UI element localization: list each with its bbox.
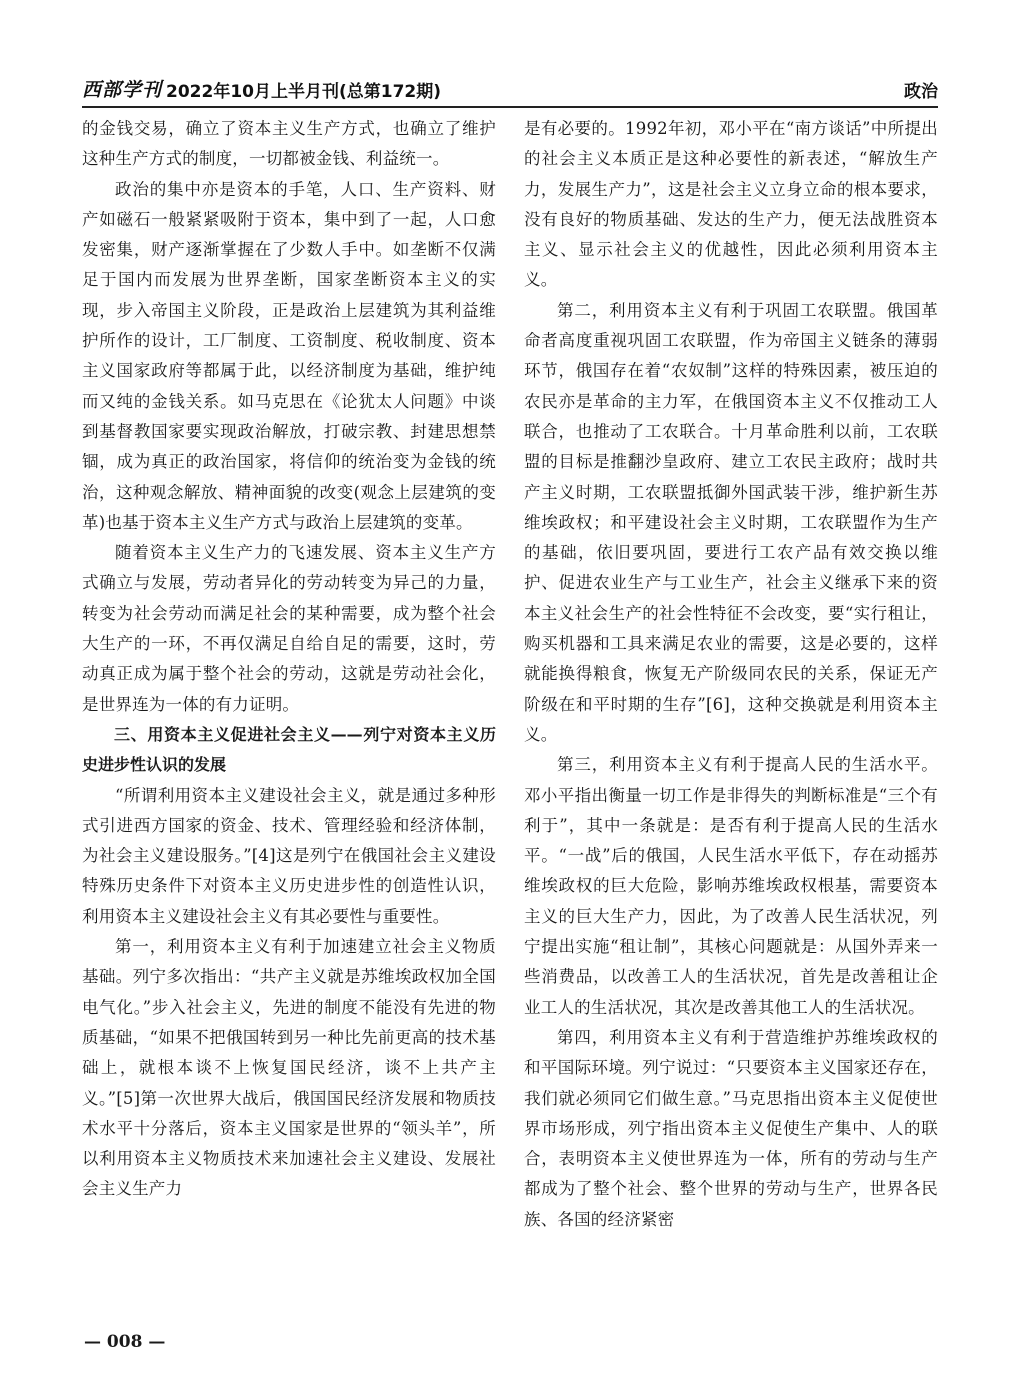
page-number: — 008 — [84,1332,166,1352]
header-left [82,75,441,102]
paragraph: 第一，利用资本主义有利于加速建立社会主义物质基础。列宁多次指出：“共产主义就是苏维埃政权加全国电气化。”步入社会主义，先进的制度不能没有先进的物质基础，“如果不把俄国转到另一种比先前更高的技术基础上，就根本谈不上恢复国民经济，谈不上共产主义。”[5]第一次世界大战后，俄国国民经济发展和物质技术水平十分落后，资本主义国家是世界的“领头羊”，所以利用资本主义物质技术来加速社会主义建设、发展社会主义生产力 [82,937,496,1199]
paragraph: 政治的集中亦是资本的手笔，人口、生产资料、财产如磁石一般紧紧吸附于资本，集中到了一起，人口愈发密集，财产逐渐掌握在了少数人手中。如垄断不仅满足于国内而发展为世界垄断，国家垄断资本主义的实现，步入帝国主义阶段，正是政治上层建筑为其利益维护所作的设计，工厂制度、工资制度、税收制度、资本主义国家政府等都属于此，以经济制度为基础，维护纯而又纯的金钱关系。如马克思在《论犹太人问题》中谈到基督教国家要实现政治解放，打破宗教、封建思想禁锢，成为真正的政治国家，将信仰的统治变为金钱的统治，这种观念解放、精神面貌的改变(观念上层建筑的变革)也基于资本主义生产方式与政治上层建筑的变革。 [82,179,496,532]
paragraph: “所谓利用资本主义建设社会主义，就是通过多种形式引进西方国家的资金、技术、管理经验和经济体制，为社会主义建设服务。”[4]这是列宁在俄国社会主义建设特殊历史条件下对资本主义历史进步性的创造性认识，利用资本主义建设社会主义有其必要性与重要性。 [82,785,496,926]
issue-info: 2022年10月上半月刊(总第172期) [166,82,442,102]
paragraph: 的金钱交易，确立了资本主义生产方式，也确立了维护这种生产方式的制度，一切都被金钱、利益统一。 [82,119,496,169]
paragraph: 第三，利用资本主义有利于提高人民的生活水平。邓小平指出衡量一切工作是非得失的判断标准是“三个有利于”，其中一条就是：是否有利于提高人民的生活水平。“一战”后的俄国，人民生活水平低下，存在动摇苏维埃政权的巨大危险，影响苏维埃政权根基，需要资本主义的巨大生产力，因此，为了改善人民生活状况，列宁提出实施“租让制”，其核心问题就是：从国外弄来一些消费品，以改善工人的生活状况，首先是改善租让企业工人的生活状况，其次是改善其他工人的生活状况。 [524,755,938,1017]
section-label: 政治 [904,82,938,102]
left-column [82,114,496,1319]
paragraph: 随着资本主义生产力的飞速发展、资本主义生产方式确立与发展，劳动者异化的劳动转变为异己的力量，转变为社会劳动而满足社会的某种需要，成为整个社会大生产的一环，不再仅满足自给自足的需要，这时，劳动真正成为属于整个社会的劳动，这就是劳动社会化，是世界连为一体的有力证明。 [82,543,496,714]
right-column [524,114,938,1319]
page-header [82,72,938,108]
paragraph: 第二，利用资本主义有利于巩固工农联盟。俄国革命者高度重视巩固工农联盟，作为帝国主义链条的薄弱环节，俄国存在着“农奴制”这样的特殊因素，被压迫的农民亦是革命的主力军，在俄国资本主义不仅推动工人联合，也推动了工农联合。十月革命胜利以前，工农联盟的目标是推翻沙皇政府、建立工农民主政府；战时共产主义时期，工农联盟抵御外国武装干涉，维护新生苏维埃政权；和平建设社会主义时期，工农联盟作为生产的基础，依旧要巩固，要进行工农产品有效交换以维护、促进农业生产与工业生产，社会主义继承下来的资本主义社会生产的社会性特征不会改变，要“实行租让，购买机器和工具来满足农业的需要，这是必要的，这样就能换得粮食，恢复无产阶级同农民的关系，保证无产阶级在和平时期的生存”[6]，这种交换就是利用资本主义。 [524,300,938,744]
body-columns [82,114,938,1319]
paragraph: 第四，利用资本主义有利于营造维护苏维埃政权的和平国际环境。列宁说过：“只要资本主义国家还存在，我们就必须同它们做生意。”马克思指出资本主义促使世界市场形成，列宁指出资本主义促使生产集中、人的联合，表明资本主义使世界连为一体，所有的劳动与生产都成为了整个社会、整个世界的劳动与生产，世界各民族、各国的经济紧密 [524,1027,938,1229]
journal-logo: 西部学刊 [82,79,163,101]
paragraph: 是有必要的。1992年初，邓小平在“南方谈话”中所提出的社会主义本质正是这种必要性的新表述，“解放生产力，发展生产力”，这是社会主义立身立命的根本要求，没有良好的物质基础、发达的生产力，便无法战胜资本主义、显示社会主义的优越性，因此必须利用资本主义。 [524,119,938,290]
section-heading: 三、用资本主义促进社会主义——列宁对资本主义历史进步性认识的发展 [82,724,496,775]
